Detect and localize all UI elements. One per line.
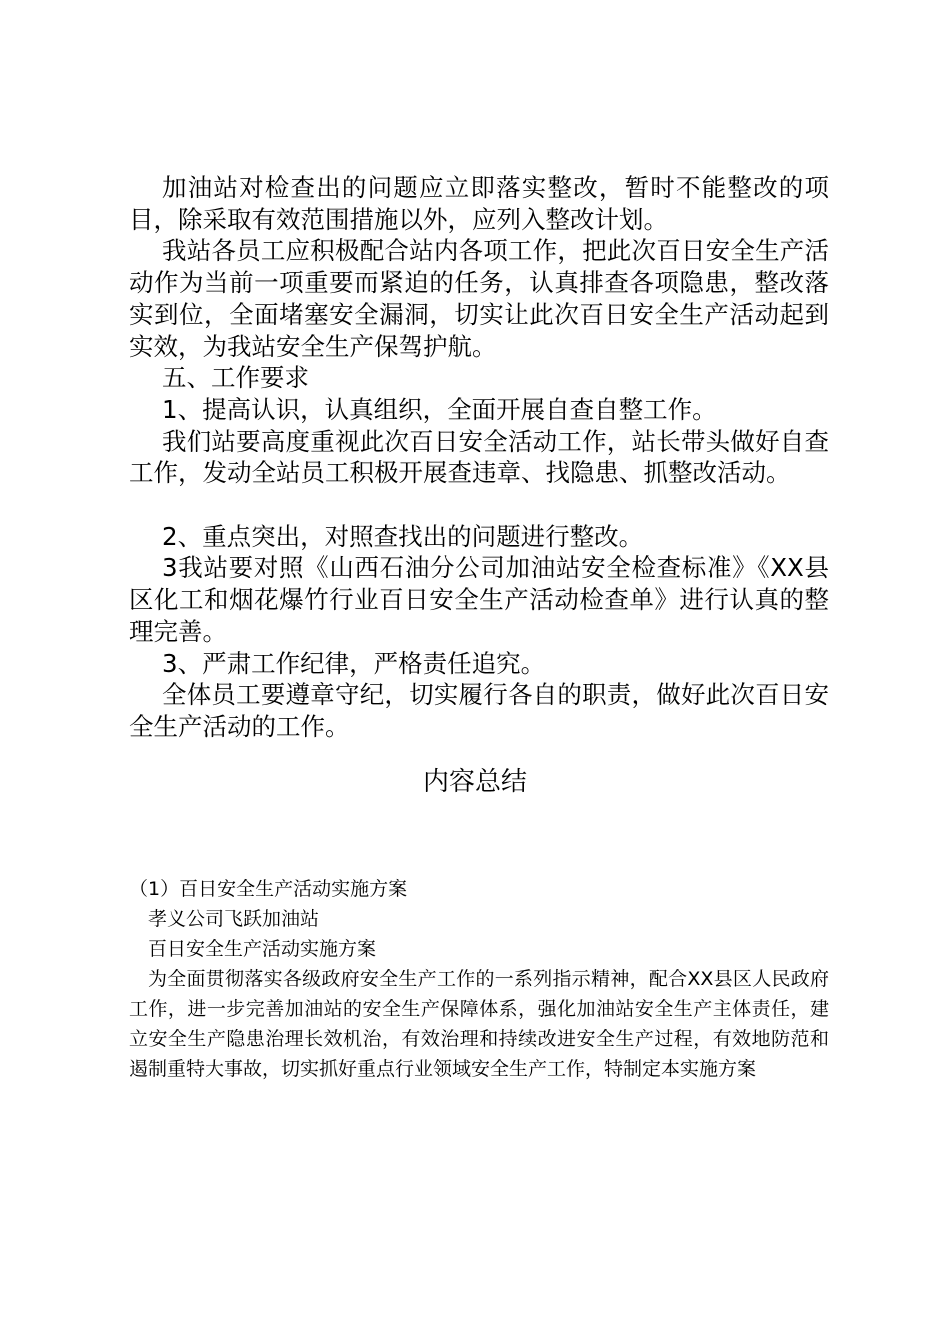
summary-line-company: 孝义公司飞跃加油站 xyxy=(148,908,320,930)
paragraph-rectification: 加油站对检查出的问题应立即落实整改，暂时不能整改的项目，除采取有效范围措施以外，应列入整改计划。 xyxy=(129,173,829,234)
summary-line-plan-title: 百日安全生产活动实施方案 xyxy=(148,938,377,960)
summary-line-title: （1）百日安全生产活动实施方案 xyxy=(129,878,408,900)
paragraph-inspection-standard: 3我站要对照《山西石油分公司加油站安全检查标准》《XX县区化工和烟花爆竹行业百日安全生产活动检查单》进行认真的整理完善。 xyxy=(129,553,829,646)
document-body xyxy=(129,172,829,743)
summary-body xyxy=(129,874,829,1084)
section-heading-work-requirements: 五、工作要求 xyxy=(162,363,309,393)
paragraph-discipline: 全体员工要遵章守纪，切实履行各自的职责，做好此次百日安全生产活动的工作。 xyxy=(129,680,829,741)
summary-line-intro: 为全面贯彻落实各级政府安全生产工作的一系列指示精神，配合XX县区人民政府工作，进一步完善加油站的安全生产保障体系，强化加油站安全生产主体责任，建立安全生产隐患治理长效机治，有效治理和持续改进安全生产过程，有效地防范和遏制重特大事故，切实抓好重点行业领域安全生产工作，特制定本实施方案 xyxy=(129,968,829,1080)
requirement-2-heading: 2、重点突出，对照查找出的问题进行整改。 xyxy=(162,521,644,551)
requirement-1-heading: 1、提高认识，认真组织，全面开展自查自整工作。 xyxy=(162,394,717,424)
requirement-3-heading: 3、严肃工作纪律，严格责任追究。 xyxy=(162,648,546,678)
paragraph-staff-cooperation: 我站各员工应积极配合站内各项工作，把此次百日安全生产活动作为当前一项重要而紧迫的任务，认真排查各项隐患，整改落实到位，全面堵塞安全漏洞，切实让此次百日安全生产活动起到实效，为我站安全生产保驾护航。 xyxy=(129,236,829,361)
summary-heading: 内容总结 xyxy=(422,767,527,797)
paragraph-self-inspection: 我们站要高度重视此次百日安全活动工作，站长带头做好自查工作，发动全站员工积极开展查违章、找隐患、抓整改活动。 xyxy=(129,426,829,488)
